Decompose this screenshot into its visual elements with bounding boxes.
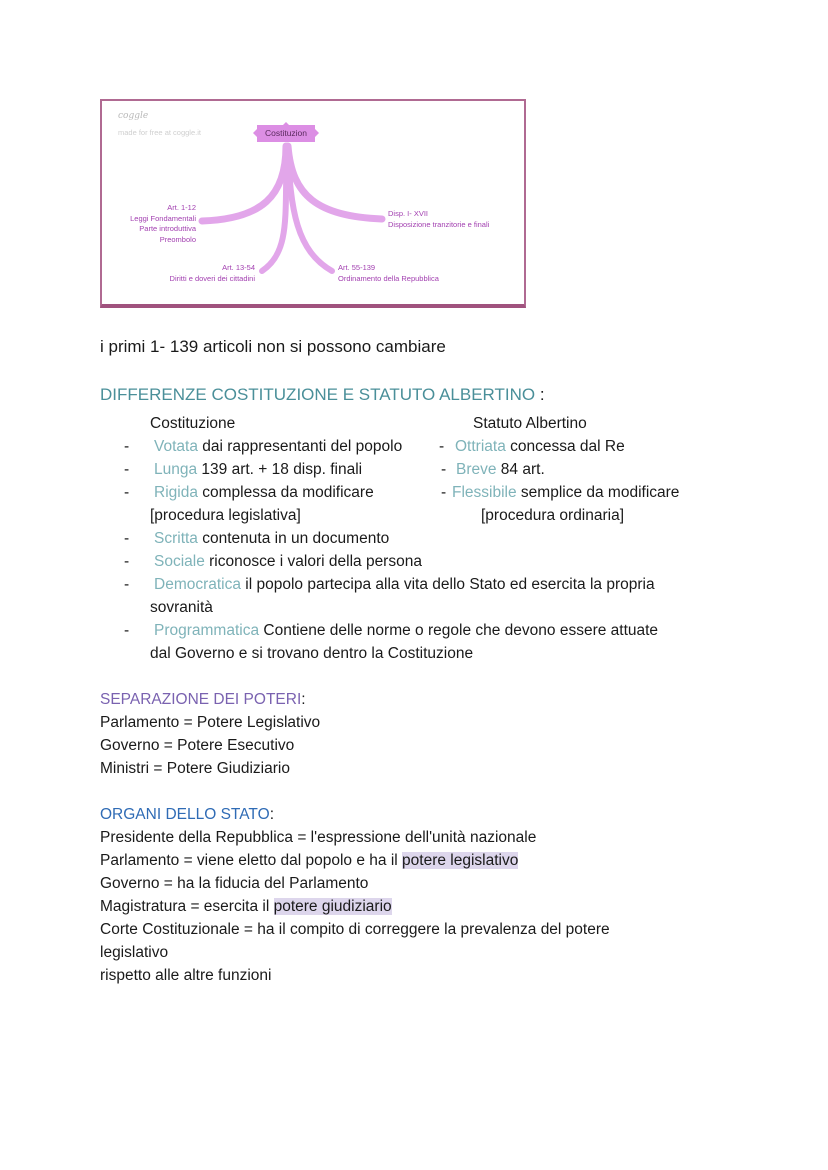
keyword: Votata <box>154 438 198 455</box>
organi-heading <box>100 803 274 826</box>
keyword: Sociale <box>154 553 205 570</box>
heading-colon: : <box>269 806 274 823</box>
differenze-heading <box>100 383 545 406</box>
highlight-potere-legislativo: potere legislativo <box>402 852 519 869</box>
node-line: Diritti e doveri dei cittadini <box>169 273 255 283</box>
bullet-dash: - <box>124 461 130 478</box>
bullet-dash: - <box>124 622 130 639</box>
keyword: Scritta <box>154 530 198 547</box>
heading-colon: : <box>301 691 306 708</box>
description: riconosce i valori della persona <box>204 553 422 570</box>
bullet-dash: - <box>124 576 130 593</box>
node-line: Parte introduttiva <box>139 224 196 233</box>
mindmap-node-art-55-139 <box>338 263 439 284</box>
diff-row-votata <box>154 435 402 458</box>
mindmap-root-node: Costituzion <box>257 125 315 142</box>
organi-parlamento <box>100 849 518 872</box>
organi-presidente: Presidente della Repubblica = l'espressione dell'unità nazionale <box>100 829 537 846</box>
separazione-title: SEPARAZIONE DEI POTERI <box>100 691 302 708</box>
col-header-costituzione: Costituzione <box>150 415 236 432</box>
description: dai rappresentanti del popolo <box>197 438 403 455</box>
mindmap-node-disposizioni <box>388 209 489 230</box>
node-line: Art. 1-12 <box>167 203 196 212</box>
separazione-line-governo: Governo = Potere Esecutivo <box>100 737 295 754</box>
diff-row-programmatica-cont: dal Governo e si trovano dentro la Costituzione <box>150 645 474 662</box>
mindmap-node-art-13-54 <box>170 263 255 284</box>
keyword: Lunga <box>154 461 198 478</box>
heading-colon: : <box>535 385 545 404</box>
bullet-dash: - <box>124 484 130 501</box>
bullet-dash: - <box>124 553 130 570</box>
keyword: Ottriata <box>455 438 506 455</box>
node-line: Disposizione tranzitorie e finali <box>388 219 490 229</box>
rigida-note: [procedura legislativa] <box>150 507 301 524</box>
description: 139 art. + 18 disp. finali <box>197 461 363 478</box>
differenze-title: DIFFERENZE COSTITUZIONE E STATUTO ALBERTINO <box>100 385 536 404</box>
diff-row-ottriata <box>455 435 625 458</box>
coggle-credit: made for free at coggle.it <box>118 128 201 137</box>
bullet-dash: - <box>441 484 447 501</box>
node-line: Leggi Fondamentali <box>130 213 196 223</box>
node-line: Preombolo <box>159 234 196 244</box>
bullet-dash: - <box>124 530 130 547</box>
diff-row-lunga <box>154 458 362 481</box>
keyword: Rigida <box>154 484 198 501</box>
keyword: Democratica <box>154 576 241 593</box>
diff-row-democratica <box>154 573 655 596</box>
intro-text: i primi 1- 139 articoli non si possono cambiare <box>100 337 446 356</box>
coggle-mindmap-image <box>100 99 526 308</box>
node-line: Ordinamento della Repubblica <box>338 273 439 283</box>
diff-row-programmatica <box>154 619 658 642</box>
separazione-heading <box>100 688 306 711</box>
organi-corte-cont-2: rispetto alle altre funzioni <box>100 967 272 984</box>
organi-corte: Corte Costituzionale = ha il compito di correggere la prevalenza del potere <box>100 921 610 938</box>
description: Contiene delle norme o regole che devono essere attuate <box>259 622 659 639</box>
bullet-dash: - <box>439 438 445 455</box>
description: complessa da modificare <box>197 484 374 501</box>
organi-magistratura <box>100 895 392 918</box>
flessibile-note: [procedura ordinaria] <box>481 507 625 524</box>
organi-title: ORGANI DELLO STATO <box>100 806 270 823</box>
description: semplice da modificare <box>516 484 680 501</box>
diff-row-breve <box>456 458 545 481</box>
organi-corte-cont-1: legislativo <box>100 944 169 961</box>
text: Magistratura = esercita il <box>100 898 274 915</box>
diff-row-scritta <box>154 527 389 550</box>
mindmap-node-art-1-12 <box>130 203 196 245</box>
description: concessa dal Re <box>505 438 625 455</box>
node-line: Art. 13-54 <box>222 263 255 272</box>
diff-row-democratica-cont: sovranità <box>150 599 213 616</box>
diff-row-sociale <box>154 550 422 573</box>
node-line: Disp. I- XVII <box>388 209 429 218</box>
highlight-potere-giudiziario: potere giudiziario <box>273 898 392 915</box>
separazione-line-parlamento: Parlamento = Potere Legislativo <box>100 714 321 731</box>
description: 84 art. <box>496 461 545 478</box>
description: il popolo partecipa alla vita dello Stato ed esercita la propria <box>241 576 655 593</box>
keyword: Programmatica <box>154 622 260 639</box>
organi-governo: Governo = ha la fiducia del Parlamento <box>100 875 369 892</box>
keyword: Breve <box>456 461 497 478</box>
col-header-statuto: Statuto Albertino <box>473 415 587 432</box>
description: contenuta in un documento <box>197 530 390 547</box>
diff-row-rigida <box>154 481 374 504</box>
bullet-dash: - <box>441 461 447 478</box>
separazione-line-ministri: Ministri = Potere Giudiziario <box>100 760 290 777</box>
keyword: Flessibile <box>452 484 517 501</box>
coggle-logo: coggle <box>118 111 149 121</box>
diff-row-flessibile <box>452 481 679 504</box>
text: Parlamento = viene eletto dal popolo e ha il <box>100 852 403 869</box>
node-line: Art. 55-139 <box>338 263 376 272</box>
bullet-dash: - <box>124 438 130 455</box>
